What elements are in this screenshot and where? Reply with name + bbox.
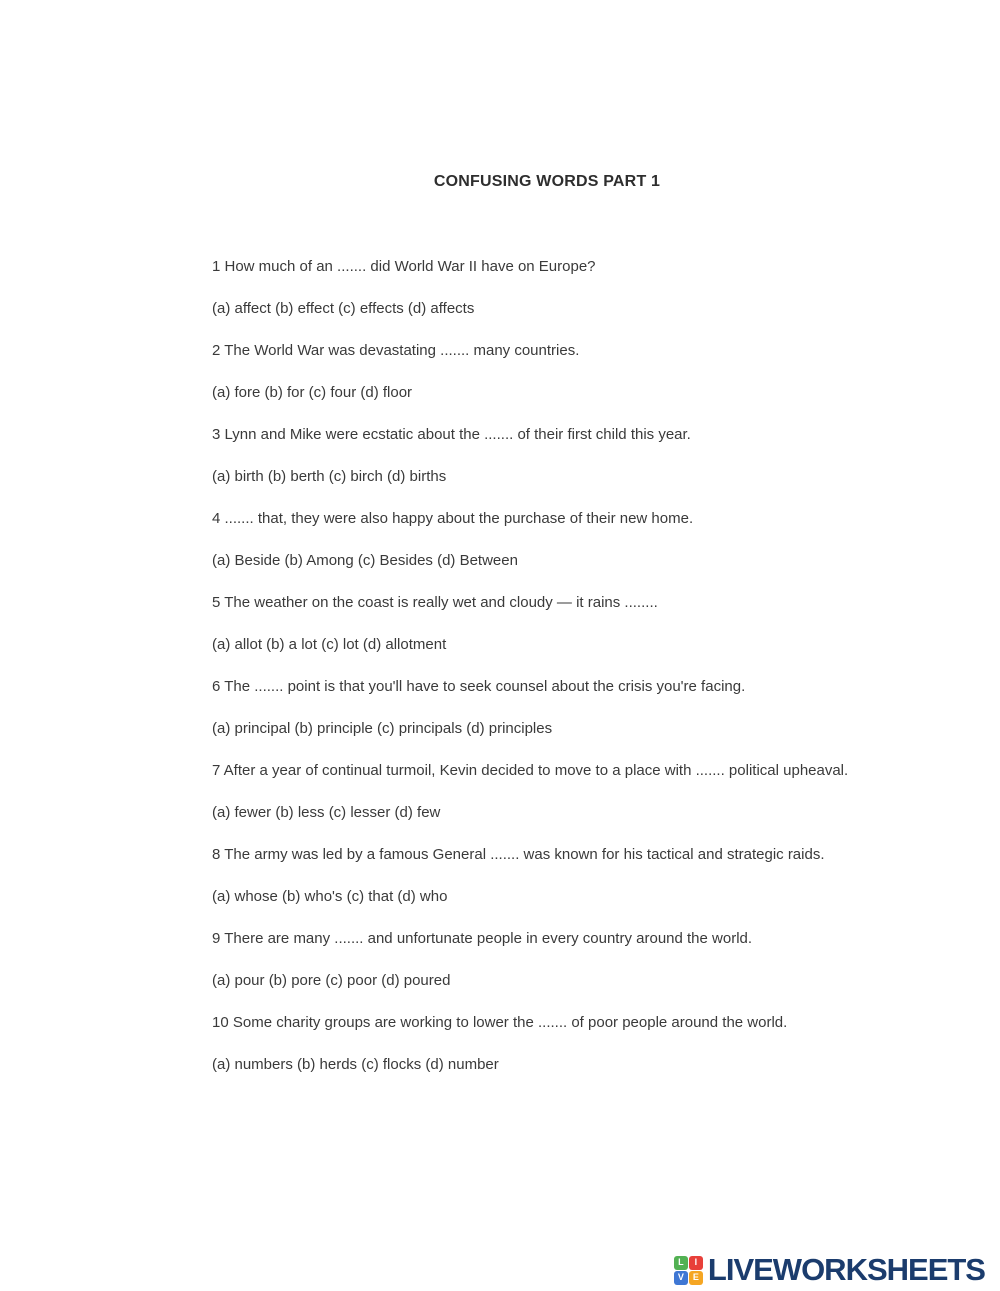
answer-options-8: (a) whose (b) who's (c) that (d) who <box>212 888 448 905</box>
question-text-3: 3 Lynn and Mike were ecstatic about the ....... of their first child this year. <box>212 426 691 443</box>
liveworksheets-logo[interactable] <box>674 1252 985 1288</box>
icon-cell-l: L <box>674 1256 688 1270</box>
liveworksheets-icon <box>674 1256 703 1285</box>
brand-text: LIVEWORKSHEETS <box>707 1252 985 1287</box>
icon-cell-i: I <box>689 1256 703 1270</box>
icon-cell-v: V <box>674 1271 688 1285</box>
question-text-2: 2 The World War was devastating ....... many countries. <box>212 342 580 359</box>
question-text-8: 8 The army was led by a famous General ....... was known for his tactical and strategic raids. <box>212 846 825 863</box>
icon-cell-e: E <box>689 1271 703 1285</box>
answer-options-10: (a) numbers (b) herds (c) flocks (d) number <box>212 1056 499 1073</box>
answer-options-2: (a) fore (b) for (c) four (d) floor <box>212 384 413 401</box>
answer-options-6: (a) principal (b) principle (c) principals (d) principles <box>212 720 553 737</box>
question-text-10: 10 Some charity groups are working to lower the ....... of poor people around the world. <box>212 1014 788 1031</box>
worksheet-title: CONFUSING WORDS PART 1 <box>433 173 661 190</box>
question-text-9: 9 There are many ....... and unfortunate people in every country around the world. <box>212 930 753 947</box>
worksheet-content <box>212 170 882 1095</box>
answer-options-9: (a) pour (b) pore (c) poor (d) poured <box>212 972 451 989</box>
answer-options-3: (a) birth (b) berth (c) birch (d) births <box>212 468 447 485</box>
question-text-7: 7 After a year of continual turmoil, Kevin decided to move to a place with ....... political upheaval. <box>212 762 849 779</box>
answer-options-1: (a) affect (b) effect (c) effects (d) affects <box>212 300 475 317</box>
question-text-4: 4 ....... that, they were also happy about the purchase of their new home. <box>212 510 694 527</box>
question-text-1: 1 How much of an ....... did World War II have on Europe? <box>212 258 596 275</box>
question-text-5: 5 The weather on the coast is really wet and cloudy — it rains ........ <box>212 594 658 611</box>
answer-options-4: (a) Beside (b) Among (c) Besides (d) Between <box>212 552 518 569</box>
question-text-6: 6 The ....... point is that you'll have to seek counsel about the crisis you're facing. <box>212 678 746 695</box>
answer-options-7: (a) fewer (b) less (c) lesser (d) few <box>212 804 441 821</box>
answer-options-5: (a) allot (b) a lot (c) lot (d) allotment <box>212 636 447 653</box>
